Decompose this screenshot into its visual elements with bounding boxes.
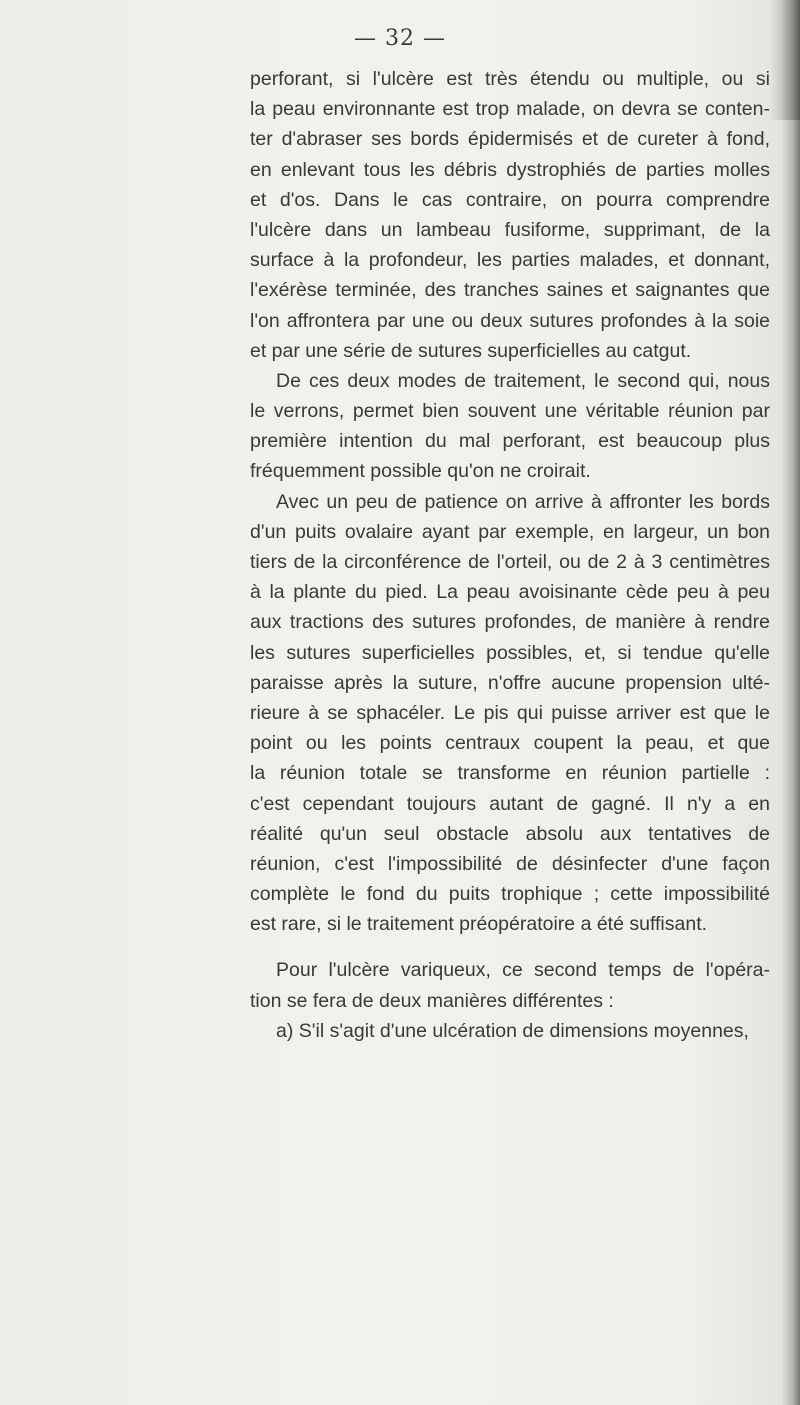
text-line: première intention du mal perforant, est beaucoup plus <box>250 430 770 453</box>
text-line: ter d'abraser ses bords épidermisés et de cureter à fond, <box>250 128 770 151</box>
text-line: paraisse après la suture, n'offre aucune propension ulté- <box>250 671 770 694</box>
text-line: réunion, c'est l'impossibilité de désinfecter d'une façon <box>250 852 770 875</box>
text-line: en enlevant tous les débris dystrophiés de parties molles <box>250 158 770 181</box>
text-line: perforant, si l'ulcère est très étendu ou multiple, ou si <box>250 68 770 90</box>
page-corner-shadow <box>770 0 800 120</box>
text-line: les sutures superficielles possibles, et, si tendue qu'elle <box>250 641 770 664</box>
text-line: tion se fera de deux manières différentes : <box>250 989 614 1012</box>
text-line: surface à la profondeur, les parties malades, et donnant, <box>250 249 770 272</box>
text-line: l'on affrontera par une ou deux sutures profondes à la soie <box>250 309 770 332</box>
text-line: l'ulcère dans un lambeau fusiforme, supprimant, de la <box>250 218 770 241</box>
text-line: rieure à se sphacéler. Le pis qui puisse arriver est que le <box>250 701 770 724</box>
text-line: la réunion totale se transforme en réunion partielle : <box>250 762 770 785</box>
text-line: a) S'il s'agit d'une ulcération de dimensions moyennes, <box>276 1019 749 1042</box>
text-line: complète le fond du puits trophique ; cette impossibilité <box>250 883 770 906</box>
text-line: est rare, si le traitement préopératoire a été suffisant. <box>250 913 708 936</box>
text-line: Avec un peu de patience on arrive à affronter les bords <box>276 490 770 513</box>
page-number: — 32 — <box>354 26 446 51</box>
body-text <box>250 64 770 1046</box>
text-line: aux tractions des sutures profondes, de manière à rendre <box>250 611 770 634</box>
text-line: et d'os. Dans le cas contraire, on pourra comprendre <box>250 188 770 211</box>
text-line: c'est cependant toujours autant de gagné. Il n'y a en <box>250 792 770 815</box>
text-line: tiers de la circonférence de l'orteil, ou de 2 à 3 centimètres <box>250 551 770 573</box>
text-line: la peau environnante est trop malade, on devra se conten- <box>250 98 770 121</box>
paragraph-gap <box>250 939 770 955</box>
text-line: fréquemment possible qu'on ne croirait. <box>250 460 591 483</box>
text-line: Pour l'ulcère variqueux, ce second temps de l'opéra- <box>276 959 770 982</box>
text-line: réalité qu'un seul obstacle absolu aux tentatives de <box>250 822 770 845</box>
text-line: l'exérèse terminée, des tranches saines et saignantes que <box>250 279 770 302</box>
text-line: et par une série de sutures superficielles au catgut. <box>250 339 692 362</box>
text-line: le verrons, permet bien souvent une véritable réunion par <box>250 400 770 423</box>
text-line: d'un puits ovalaire ayant par exemple, en largeur, un bon <box>250 520 770 543</box>
text-line: à la plante du pied. La peau avoisinante cède peu à peu <box>250 581 770 604</box>
text-line: De ces deux modes de traitement, le second qui, nous <box>276 369 770 392</box>
page-edge-shadow <box>782 0 800 1405</box>
text-line: point ou les points centraux coupent la peau, et que <box>250 732 770 755</box>
